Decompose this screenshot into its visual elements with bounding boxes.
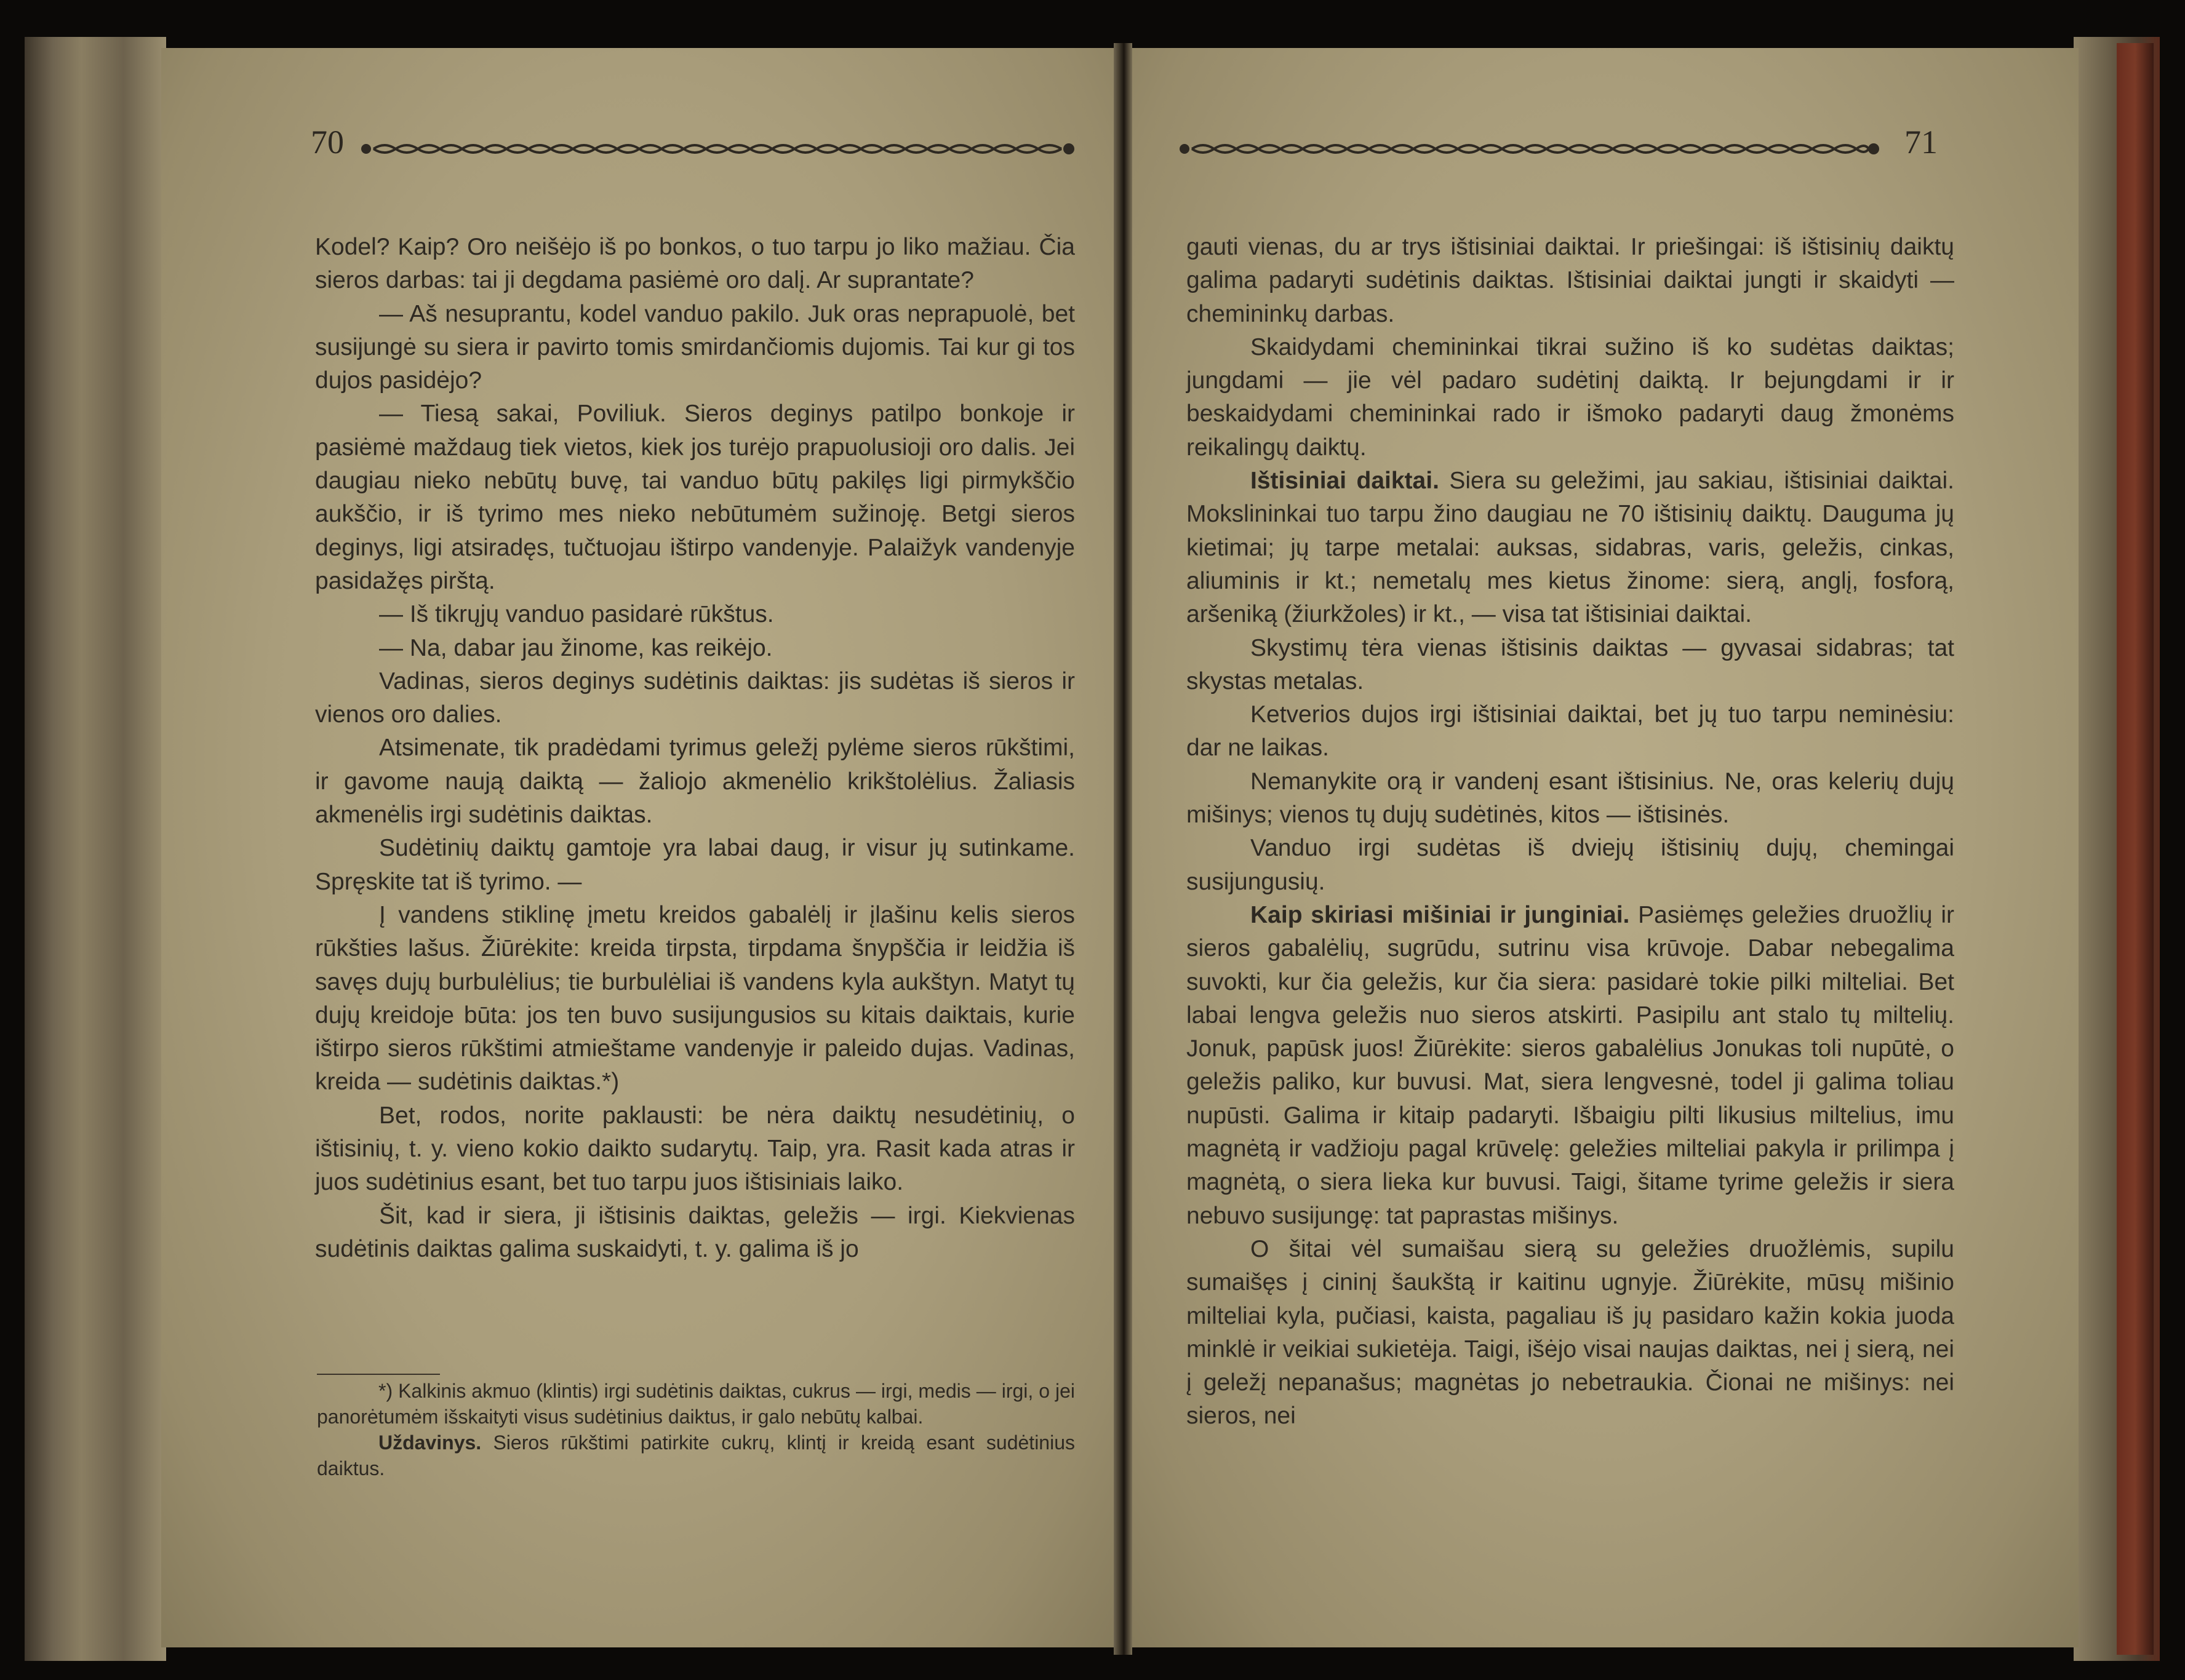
footnote-rule xyxy=(317,1374,440,1375)
paragraph: Ketverios dujos irgi ištisiniai daiktai, bet jų tuo tarpu neminėsiu: dar ne laikas. xyxy=(1186,701,1954,762)
paragraph-text: Pasiėmęs geležies druožlių ir sieros gabalėlių, sugrūdu, sutrinu visa krūvoje. Dabar nebegalima suvokti, kur čia geležis, kur čia siera: pasidarė tokie pilki milteliai. Bet labai lengva geležis nuo sieros atskirti. Pasipilu ant stalo tų miltelių. Jonuk, papūsk juos! Žiūrėkite: sieros gabalėlius Jonukas toli nupūtė, o geležis paliko, kur buvusi. Mat, siera lengvesnė, todel ji galima toliau nupūsti. Galima ir kitaip padaryti. Išbaigiu pilti likusius miltelius, imu magnėtą ir vadžioju pagal krūvelę: geležies milteliai pakyla ir prilimpa į magnėtą, o siera lieka kur buvusi. Taigi, šitame tyrime geležis ir siera nebuvo susijungę: tat paprastas mišinys. xyxy=(1186,901,1954,1229)
left-header-ornament xyxy=(360,140,1077,157)
paragraph xyxy=(1186,464,1954,631)
right-header-ornament xyxy=(1178,140,1880,157)
paragraph: Vadinas, sieros deginys sudėtinis daiktas: jis sudėtas iš sieros ir vienos oro dalies. xyxy=(315,667,1075,728)
left-page-text xyxy=(315,231,1075,1266)
right-page-number: 71 xyxy=(1904,124,1938,161)
paragraph: — Na, dabar jau žinome, kas reikėjo. xyxy=(379,634,773,661)
footnote: *) Kalkinis akmuo (klintis) irgi sudėtinis daiktas, cukrus — irgi, medis — irgi, o jei panorėtumėm išskaityti visus sudėtinius daiktus, ir galo nebūtų kalbai. xyxy=(317,1380,1075,1428)
paragraph: Kodel? Kaip? Oro neišėjo iš po bonkos, o tuo tarpu jo liko mažiau. Čia sieros darbas: tai ji degdama pasiėmė oro dalį. Ar suprantate? xyxy=(315,234,1075,294)
paragraph: Šit, kad ir siera, ji ištisinis daiktas, geležis — irgi. Kiekvienas sudėtinis daiktas galima suskaidyti, t. y. galima iš jo xyxy=(315,1202,1075,1262)
cover-edge-red xyxy=(2117,43,2154,1655)
paragraph-text: Siera su geležimi, jau sakiau, ištisiniai daiktai. Mokslininkai tuo tarpu žino daugiau ne 70 ištisinių daiktų. Dauguma jų kietimai; jų tarpe metalai: auksas, sidabras, varis, geležis, cinkas, aliuminis ir kt.; nemetalų mes kietus žinome: sierą, anglį, fosforą, aršeniką (žiurkžoles) ir kt., — visa tat ištisiniai daiktai. xyxy=(1186,468,1954,628)
footnote-block xyxy=(317,1378,1075,1481)
paragraph: Nemanykite orą ir vandenį esant ištisinius. Ne, oras kelerių dujų mišinys; vienos tų dujų sudėtinės, kitos — ištisinės. xyxy=(1186,768,1954,829)
exercise-label: Uždavinys. xyxy=(378,1431,482,1454)
right-page-text xyxy=(1186,231,1954,1433)
paragraph: Bet, rodos, norite paklausti: be nėra daiktų nesudėtinių, o ištisinių, t. y. vieno kokio daikto sudarytų. Taip, yra. Rasit kada atras ir juos sudėtinius esant, bet tuo tarpu juos ištisiniais laiko. xyxy=(315,1102,1075,1196)
paragraph: Atsimenate, tik pradėdami tyrimus geležį pylėme sieros rūkštimi, ir gavome naują daiktą — žaliojo akmenėlio krikštolėlius. Žaliasis akmenėlis irgi sudėtinis daiktas. xyxy=(315,735,1075,829)
paragraph: Skystimų tėra vienas ištisinis daiktas — gyvasai sidabras; tat skystas metalas. xyxy=(1186,634,1954,695)
section-heading: Ištisiniai daiktai. xyxy=(1250,468,1439,495)
left-page-header xyxy=(311,123,1080,172)
paragraph: Vanduo irgi sudėtas iš dviejų ištisinių dujų, chemingai susijungusių. xyxy=(1186,835,1954,895)
paragraph: O šitai vėl sumaišau sierą su geležies druožlėmis, supilu sumaišęs į cininį šaukštą ir kaitinu ugnyje. Žiūrėkite, mūsų mišinio milteliai kyla, pučiasi, kaista, pagaliau iš jų pasidaro kažin kokia juoda minklė ir veikiai sukietėja. Taigi, išėjo visai naujas daiktas, nei į sierą, nei į geležį nepanašus; magnėtas jo nebetraukia. Čionai ne mišinys: nei sieros, nei xyxy=(1186,1235,1954,1430)
paragraph xyxy=(1186,899,1954,1233)
paragraph: — Iš tikrųjų vanduo pasidarė rūkštus. xyxy=(379,601,774,628)
paragraph: Skaidydami chemininkai tikrai sužino iš ko sudėtas daiktas; jungdami — jie vėl padaro sudėtinį daiktą. Ir bejungdami ir ir beskaidydami chemininkai rado ir išmoko padaryti daug žmonėms reikalingų daiktų. xyxy=(1186,333,1954,461)
exercise xyxy=(317,1430,1075,1481)
exercise-text: Sieros rūkštimi patirkite cukrų, klintį ir kreidą esant sudėtinius daiktus. xyxy=(317,1431,1076,1479)
paragraph: gauti vienas, du ar trys ištisiniai daiktai. Ir priešingai: iš ištisinių daiktų galima padaryti sudėtinis daiktas. Ištisiniai daiktai jungti ir skaidyti — chemininkų darbas. xyxy=(1186,234,1954,327)
book-gutter xyxy=(1114,43,1132,1655)
paragraph: — Tiesą sakai, Poviliuk. Sieros deginys patilpo bonkoje ir pasiėmė maždaug tiek vietos, kiek jos turėjo prapuolusioji oro dalis. Jei daugiau nieko nebūtų buvę, tai vanduo būtų pakilęs ligi pirmykščio aukščio, ir iš tyrimo mes nieko nebūtumėm sužinoję. Betgi sieros deginys, ligi atsiradęs, tučtuojau ištirpo vandenyje. Palaižyk vandenyje pasidažęs pirštą. xyxy=(315,400,1075,594)
right-page-header xyxy=(1178,123,1954,172)
paragraph: Sudėtinių daiktų gamtoje yra labai daug, ir visur jų sutinkame. Spręskite tat iš tyrimo. — xyxy=(315,835,1075,895)
paragraph: Į vandens stiklinę įmetu kreidos gabalėlį ir įlašinu kelis sieros rūkšties lašus. Žiūrėkite: kreida tirpsta, tirpdama šnypščia ir leidžia iš savęs dujų burbulėlius; tie burbulėliai iš vandens kyla aukštyn. Matyt tų dujų kreidoje būta: jos ten buvo susijungusios su kitais daiktais, kurie ištirpo sieros rūkštimi atmieštame vandenyje ir paleido dujas. Vadinas, kreida — sudėtinis daiktas.*) xyxy=(315,901,1075,1096)
left-page-edges xyxy=(25,37,166,1661)
left-page-number: 70 xyxy=(311,124,344,161)
paragraph: — Aš nesuprantu, kodel vanduo pakilo. Juk oras neprapuolė, bet susijungė su siera ir pavirto tomis smirdančiomis dujomis. Tai kur gi tos dujos pasidėjo? xyxy=(315,300,1075,394)
section-heading: Kaip skiriasi mišiniai ir junginiai. xyxy=(1250,901,1630,928)
